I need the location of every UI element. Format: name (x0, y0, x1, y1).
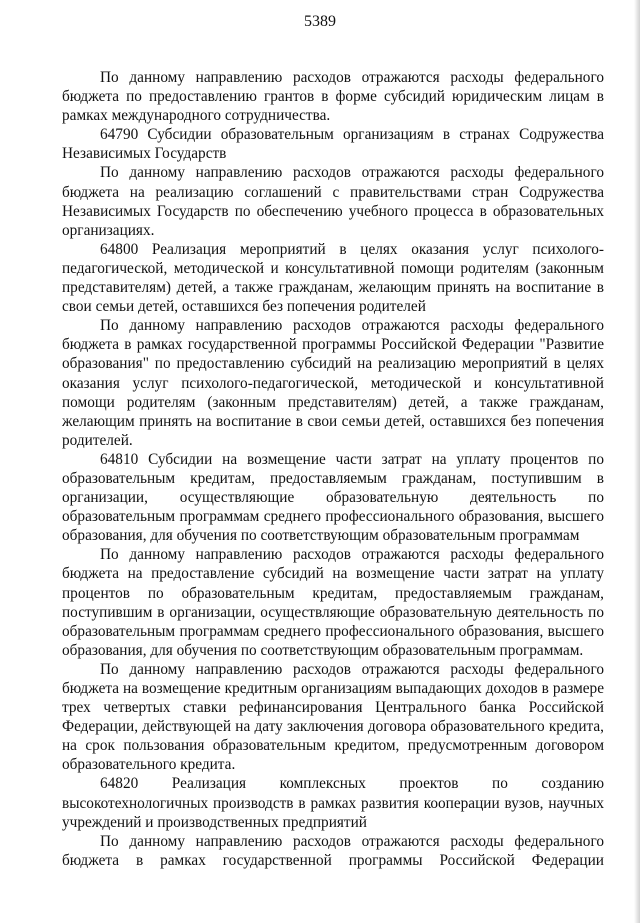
paragraph-state-program-continued: По данному направлению расходов отражаются расходы федерального бюджета в рамках государственной программы Российской Федерации (62, 832, 604, 869)
paragraph-interest-subsidies: По данному направлению расходов отражаются расходы федерального бюджета на предоставление субсидий на возмещение части затрат на уплату процентов по образовательным кредитам, предоставляемым гражданам, поступившим в организации, осуществляющие образовательную деятельность по образовательным программам среднего профессионального образования, высшего образования, для обучения по соответствующим образовательным программам. (62, 546, 604, 659)
page-number: 5389 (304, 13, 336, 30)
heading-64820: 64820 Реализация комплексных проектов по созданию высокотехнологичных производств в рамках развития кооперации вузов, научных учреждений и производственных предприятий (62, 775, 604, 831)
paragraph-cis-agreements: По данному направлению расходов отражаются расходы федерального бюджета на реализацию соглашений с правительствами стран Содружества Независимых Государств по обеспечению учебного процесса в образовательных организациях. (62, 164, 604, 239)
heading-64810: 64810 Субсидии на возмещение части затрат на уплату процентов по образовательным кредитам, предоставляемым гражданам, поступившим в организации, осуществляющие образовательную деятельность по образовательным программам среднего профессионального образования, высшего образования, для обучения по соответствующим образовательным программам (62, 450, 604, 545)
heading-64790: 64790 Субсидии образовательным организациям в странах Содружества Независимых Государств (62, 126, 604, 163)
paragraph-credit-compensation: По данному направлению расходов отражаются расходы федерального бюджета на возмещение кредитным организациям выпадающих доходов в размере трех четвертых ставки рефинансирования Центрального банка Российской Федерации, действующей на дату заключения договора образовательного кредита, на срок пользования образовательным кредитом, предусмотренным договором образовательного кредита. (62, 660, 604, 774)
scan-edge-shadow (634, 0, 640, 923)
paragraph-grants-intl: По данному направлению расходов отражаются расходы федерального бюджета по предоставлению грантов в форме субсидий юридическим лицам в рамках международного сотрудничества. (62, 69, 604, 125)
paragraph-psych-pedagogical-support: По данному направлению расходов отражаются расходы федерального бюджета в рамках государственной программы Российской Федерации "Развитие образования" по предоставлению субсидий на реализацию мероприятий в целях оказания услуг психолого-педагогической, методической и консультативной помощи родителям (законным представителям) детей, а также гражданам, желающим принять на воспитание в свои семьи детей, оставшихся без попечения родителей. (62, 317, 604, 449)
heading-64800: 64800 Реализация мероприятий в целях оказания услуг психолого-педагогической, методической и консультативной помощи родителям (законным представителям) детей, а также гражданам, желающим принять на воспитание в свои семьи детей, оставшихся без попечения родителей (62, 240, 604, 316)
document-body (62, 68, 604, 870)
